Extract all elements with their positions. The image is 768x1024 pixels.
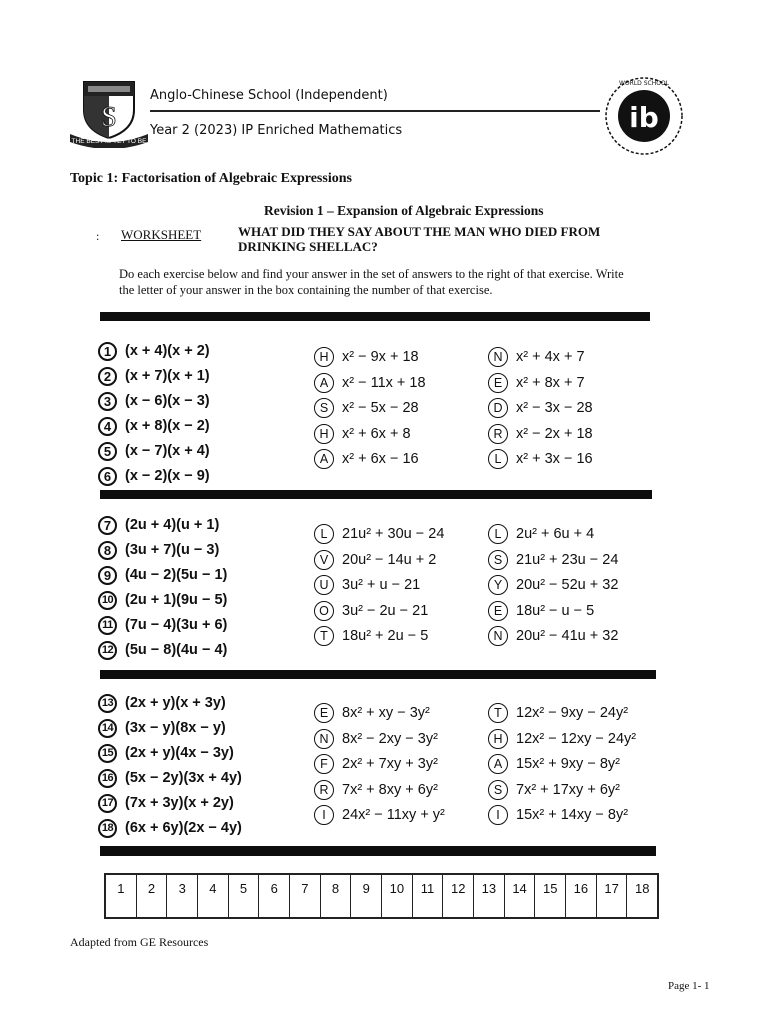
- answer-expression: 8x² + xy − 3y²: [342, 705, 430, 721]
- answer-choice: [488, 423, 593, 445]
- exercise-expression: (5u − 8)(4u − 4): [125, 642, 228, 658]
- svg-text:ib: ib: [629, 101, 659, 134]
- exercise-number: 3: [98, 392, 117, 411]
- exercise-number: 6: [98, 467, 117, 486]
- answer-box[interactable]: 16: [565, 875, 596, 917]
- answer-choice: [488, 728, 636, 750]
- answer-choice: [488, 523, 594, 545]
- answer-letter: E: [314, 703, 334, 723]
- answer-choice: [488, 804, 628, 826]
- answer-letter: L: [314, 524, 334, 544]
- answer-choice: [488, 372, 585, 394]
- exercise-item: [98, 564, 227, 586]
- exercise-expression: (x − 7)(x + 4): [125, 443, 210, 459]
- exercise-number: 7: [98, 516, 117, 535]
- exercise-item: [98, 742, 234, 764]
- answer-box[interactable]: 2: [136, 875, 167, 917]
- exercise-expression: (7u − 4)(3u + 6): [125, 617, 228, 633]
- exercise-number: 5: [98, 442, 117, 461]
- answer-letter: Y: [488, 575, 508, 595]
- answer-choice: [314, 625, 428, 647]
- answer-choice: [488, 600, 594, 622]
- exercise-number: 10: [98, 591, 117, 610]
- exercise-item: [98, 692, 226, 714]
- section-divider: [100, 312, 650, 321]
- exercise-number: 8: [98, 541, 117, 560]
- worksheet-title: WHAT DID THEY SAY ABOUT THE MAN WHO DIED FROM DRINKING SHELLAC?: [238, 224, 601, 254]
- header-rule: [150, 110, 600, 112]
- ib-world-school-logo: [603, 75, 685, 157]
- answer-choice: [314, 753, 438, 775]
- exercise-expression: (x + 4)(x + 2): [125, 343, 210, 359]
- exercise-item: [98, 614, 227, 636]
- answer-choice: [314, 600, 428, 622]
- section-divider: [100, 846, 656, 856]
- answer-letter: A: [314, 449, 334, 469]
- answer-box[interactable]: 17: [596, 875, 627, 917]
- school-name: Anglo-Chinese School (Independent): [150, 88, 388, 103]
- answer-expression: 20u² − 41u + 32: [516, 628, 619, 644]
- answer-expression: 3u² + u − 21: [342, 577, 421, 593]
- answer-letter: N: [488, 626, 508, 646]
- exercise-number: 16: [98, 769, 117, 788]
- answer-letter: U: [314, 575, 334, 595]
- answer-expression: 18u² − u − 5: [516, 602, 595, 619]
- exercise-number: 2: [98, 367, 117, 386]
- exercise-number: 12: [98, 641, 117, 660]
- exercise-number: 4: [98, 417, 117, 436]
- answer-expression: x² + 6x − 16: [342, 451, 419, 467]
- answer-box[interactable]: 3: [166, 875, 197, 917]
- answer-box[interactable]: 8: [320, 875, 351, 917]
- answer-letter: V: [314, 550, 334, 570]
- exercise-expression: (2x + y)(4x − 3y): [125, 745, 234, 761]
- answer-choice: [488, 549, 618, 571]
- exercise-item: [98, 639, 227, 661]
- answer-expression: x² + 3x − 16: [516, 451, 593, 467]
- answer-expression: 7x² + 17xy + 6y²: [516, 781, 620, 798]
- answer-choice: [488, 448, 593, 470]
- answer-expression: 7x² + 8xy + 6y²: [342, 781, 438, 798]
- answer-choice: [314, 397, 419, 419]
- exercise-item: [98, 767, 242, 789]
- answer-box[interactable]: 1: [117, 881, 125, 896]
- answer-letter: D: [488, 398, 508, 418]
- answer-expression: 2x² + 7xy + 3y²: [342, 756, 438, 772]
- answer-expression: 8x² − 2xy − 3y²: [342, 730, 438, 747]
- answer-letter: L: [488, 449, 508, 469]
- exercise-item: [98, 817, 242, 839]
- answer-letter: T: [314, 626, 334, 646]
- answer-expression: 12x² − 9xy − 24y²: [516, 705, 629, 721]
- answer-expression: x² − 2x + 18: [516, 425, 593, 442]
- answer-choice: [314, 448, 419, 470]
- svg-text:WORLD SCHOOL: WORLD SCHOOL: [619, 80, 669, 87]
- exercise-expression: (4u − 2)(5u − 1): [125, 567, 228, 583]
- answer-choice: [314, 423, 411, 445]
- answer-choice: [488, 779, 620, 801]
- answer-expression: x² − 9x + 18: [342, 349, 419, 365]
- answer-letter: S: [488, 550, 508, 570]
- answer-letter: H: [488, 729, 508, 749]
- answer-expression: 15x² + 9xy − 8y²: [516, 756, 620, 772]
- exercise-expression: (x + 7)(x + 1): [125, 368, 210, 384]
- answer-box[interactable]: 6: [258, 875, 289, 917]
- worksheet-label: WORKSHEET: [121, 227, 202, 242]
- answer-letter: R: [314, 780, 334, 800]
- exercise-number: 1: [98, 342, 117, 361]
- answer-letter: H: [314, 424, 334, 444]
- answer-choice: [488, 574, 618, 596]
- exercise-number: 18: [98, 819, 117, 838]
- answer-choice: [488, 702, 628, 724]
- exercise-expression: (6x + 6y)(2x − 4y): [125, 820, 242, 836]
- source-credit: Adapted from GE Resources: [70, 935, 209, 949]
- exercise-item: [98, 514, 219, 536]
- answer-letter: S: [314, 398, 334, 418]
- answer-expression: 12x² − 12xy − 24y²: [516, 730, 637, 747]
- answer-letter: E: [488, 373, 508, 393]
- exercise-item: [98, 539, 219, 561]
- exercise-expression: (3u + 7)(u − 3): [125, 542, 220, 558]
- instructions-text: Do each exercise below and find your answer in the set of answers to the right of that exercise. Write the letter of your answer in the box containing the number of that exercise.: [119, 267, 624, 297]
- answer-choice: [488, 346, 585, 368]
- answer-choice: [314, 804, 445, 826]
- svg-text:S: S: [101, 102, 117, 133]
- exercise-item: [98, 365, 210, 387]
- answer-choice: [314, 523, 444, 545]
- exercise-expression: (x − 6)(x − 3): [125, 393, 210, 409]
- answer-choice: [488, 625, 618, 647]
- answer-expression: 2u² + 6u + 4: [516, 526, 595, 542]
- answer-box[interactable]: 18: [626, 875, 657, 917]
- exercise-number: 15: [98, 744, 117, 763]
- answer-box[interactable]: 15: [534, 875, 565, 917]
- answer-choice: [488, 753, 620, 775]
- answer-expression: x² + 4x + 7: [516, 349, 585, 365]
- exercise-expression: (3x − y)(8x − y): [125, 720, 226, 736]
- school-crest-logo: [70, 76, 148, 148]
- answer-letter: E: [488, 601, 508, 621]
- section-divider: [100, 670, 656, 679]
- answer-letter: N: [488, 347, 508, 367]
- answer-letter: R: [488, 424, 508, 444]
- exercise-number: 13: [98, 694, 117, 713]
- answer-choice: [488, 397, 593, 419]
- answer-box[interactable]: 13: [473, 875, 504, 917]
- exercise-item: [98, 717, 226, 739]
- answer-letter: I: [488, 805, 508, 825]
- answer-choice: [314, 574, 420, 596]
- exercise-expression: (x − 2)(x − 9): [125, 468, 210, 484]
- answer-box[interactable]: 7: [289, 875, 320, 917]
- exercise-item: [98, 792, 234, 814]
- exercise-item: [98, 589, 227, 611]
- answer-box[interactable]: 9: [350, 875, 381, 917]
- exercise-item: [98, 465, 210, 487]
- answer-choice: [314, 728, 438, 750]
- answer-letter: I: [314, 805, 334, 825]
- answer-expression: 18u² + 2u − 5: [342, 628, 429, 644]
- exercise-item: [98, 390, 210, 412]
- answer-expression: x² − 3x − 28: [516, 400, 593, 416]
- answer-box[interactable]: 11: [412, 875, 443, 917]
- exercise-item: [98, 440, 210, 462]
- answer-letter: S: [488, 780, 508, 800]
- exercise-number: 9: [98, 566, 117, 585]
- answer-expression: 21u² + 23u − 24: [516, 551, 619, 568]
- exercise-expression: (2x + y)(x + 3y): [125, 695, 226, 711]
- answer-choice: [314, 346, 419, 368]
- exercise-number: 14: [98, 719, 117, 738]
- motto-text: THE BEST IS YET TO BE: [71, 138, 147, 145]
- topic-heading: Topic 1: Factorisation of Algebraic Expressions: [70, 171, 352, 186]
- answer-letter: A: [314, 373, 334, 393]
- answer-letter: A: [488, 754, 508, 774]
- answer-expression: 3u² − 2u − 21: [342, 602, 429, 619]
- answer-letter: N: [314, 729, 334, 749]
- answer-choice: [314, 779, 438, 801]
- revision-heading: Revision 1 – Expansion of Algebraic Expressions: [264, 203, 544, 218]
- answer-box[interactable]: 10: [381, 875, 412, 917]
- exercise-expression: (7x + 3y)(x + 2y): [125, 795, 234, 811]
- answer-choice: [314, 549, 436, 571]
- answer-expression: x² − 5x − 28: [342, 400, 419, 416]
- section-divider: [100, 490, 652, 499]
- answer-letter: L: [488, 524, 508, 544]
- exercise-expression: (2u + 4)(u + 1): [125, 517, 220, 533]
- answer-letter: T: [488, 703, 508, 723]
- answer-expression: x² + 6x + 8: [342, 425, 411, 442]
- page-number: Page 1- 1: [668, 980, 710, 992]
- answer-expression: 21u² + 30u − 24: [342, 526, 445, 542]
- answer-box[interactable]: 14: [504, 875, 535, 917]
- answer-choice: [314, 702, 430, 724]
- answer-expression: 24x² − 11xy + y²: [342, 807, 445, 823]
- answer-expression: 20u² − 52u + 32: [516, 577, 619, 593]
- answer-choice: [314, 372, 426, 394]
- answer-box[interactable]: 12: [442, 875, 473, 917]
- exercise-expression: (5x − 2y)(3x + 4y): [125, 770, 242, 786]
- answer-box[interactable]: 4: [197, 875, 228, 917]
- answer-letter: O: [314, 601, 334, 621]
- exercise-number: 11: [98, 616, 117, 635]
- exercise-item: [98, 340, 210, 362]
- answer-grid: [104, 873, 659, 919]
- answer-expression: 15x² + 14xy − 8y²: [516, 807, 629, 823]
- exercise-item: [98, 415, 210, 437]
- exercise-expression: (2u + 1)(9u − 5): [125, 592, 228, 608]
- answer-box[interactable]: 5: [228, 875, 259, 917]
- exercise-number: 17: [98, 794, 117, 813]
- answer-expression: x² − 11x + 18: [342, 374, 426, 391]
- exercise-expression: (x + 8)(x − 2): [125, 418, 210, 434]
- worksheet-mark: :: [96, 229, 100, 243]
- answer-letter: F: [314, 754, 334, 774]
- answer-expression: x² + 8x + 7: [516, 374, 585, 391]
- course-name: Year 2 (2023) IP Enriched Mathematics: [150, 123, 403, 138]
- answer-letter: H: [314, 347, 334, 367]
- answer-expression: 20u² − 14u + 2: [342, 551, 437, 568]
